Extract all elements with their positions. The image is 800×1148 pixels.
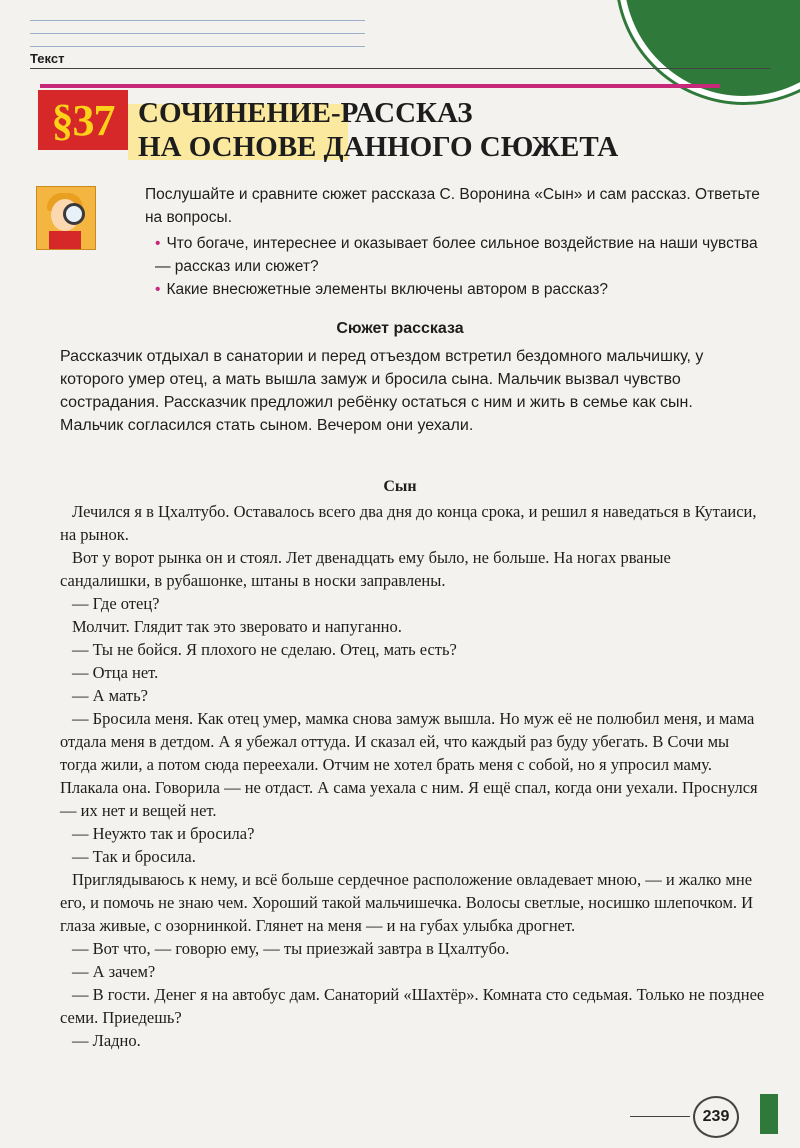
story-text xyxy=(60,500,765,1052)
header-lines xyxy=(30,20,365,59)
story-paragraph: — Бросила меня. Как отец умер, мамка снова замуж вышла. Но муж её не полюбил меня, и мама отдала меня в детдом. А я убежал оттуда. И сказал ей, что каждый раз буду убегать. В Сочи мы тогда жили, а потом сюда переехали. Отчим не хотел брать меня с собой, но я упросил маму. Плакала она. Говорила — не отдаст. А сама уехала с ним. Я ещё спал, когда они уехали. Проснулся — их нет и вещей нет. xyxy=(60,709,758,820)
story-paragraph: Лечился я в Цхалтубо. Оставалось всего два дня до конца срока, и решил я наведаться в Кутаиси, на рынок. xyxy=(60,502,757,544)
paragraph-number-box xyxy=(38,90,128,150)
story-paragraph: — Ладно. xyxy=(72,1031,141,1050)
bullet-icon: • xyxy=(155,281,161,298)
story-paragraph: — Где отец? xyxy=(72,594,160,613)
header-rule xyxy=(30,68,770,69)
question-1 xyxy=(155,232,770,278)
title-rule xyxy=(40,84,720,88)
question-text: Что богаче, интереснее и оказывает более сильное воздействие на наши чувства — рассказ или сюжет? xyxy=(155,235,758,275)
plot-text: Рассказчик отдыхал в санатории и перед отъездом встретил бездомного мальчишку, у которого умер отец, а мать вышла замуж и бросила сына. Мальчик вызвал чувство сострадания. Рассказчик предложил ребёнку остаться с ним и жить в семье как сын. Мальчик согласился стать сыном. Вечером они уехали. xyxy=(60,348,704,434)
page-number: 239 xyxy=(693,1096,739,1138)
story-paragraph: Вот у ворот рынка он и стоял. Лет двенадцать ему было, не больше. На ногах рваные сандалишки, в рубашонке, штаны в носки заправлены. xyxy=(60,548,671,590)
story-paragraph: — Отца нет. xyxy=(72,663,159,682)
title-line-2: НА ОСНОВЕ ДАННОГО СЮЖЕТА xyxy=(138,131,619,163)
question-text: Какие внесюжетные элементы включены автором в рассказ? xyxy=(166,281,608,298)
story-paragraph: Приглядываюсь к нему, и всё больше сердечное расположение овладевает мною, — и жалко мне его, и помочь не знаю чем. Хороший такой мальчишечка. Волосы светлые, носишко шлепочком. И глаза живые, с озорнинкой. Глянет на меня — и на губах улыбка дрогнет. xyxy=(60,870,754,935)
page-tab xyxy=(760,1094,778,1134)
bullet-icon: • xyxy=(155,235,161,252)
story-paragraph: — Ты не бойся. Я плохого не сделаю. Отец, мать есть? xyxy=(72,640,457,659)
plot-heading: Сюжет рассказа xyxy=(336,320,464,337)
page-title xyxy=(138,96,618,164)
story-paragraph: — Вот что, — говорю ему, — ты приезжай завтра в Цхалтубо. xyxy=(72,939,510,958)
story-paragraph: — В гости. Денег я на автобус дам. Санаторий «Шахтёр». Комната сто седьмая. Только не позднее семи. Приедешь? xyxy=(60,985,765,1027)
story-paragraph: — Неужто так и бросила? xyxy=(72,824,255,843)
story-paragraph: Молчит. Глядит так это зверовато и напуганно. xyxy=(72,617,402,636)
title-line-1: СОЧИНЕНИЕ-РАССКАЗ xyxy=(138,97,473,129)
listen-task-icon xyxy=(36,186,96,250)
section-label: Текст xyxy=(30,51,65,66)
task-intro: Послушайте и сравните сюжет рассказа С. Воронина «Сын» и сам рассказ. Ответьте на вопросы. xyxy=(145,186,760,226)
question-2 xyxy=(155,278,770,301)
story-heading: Сын xyxy=(383,478,417,495)
story-paragraph: — А мать? xyxy=(72,686,148,705)
footer-rule xyxy=(630,1116,690,1117)
story-paragraph: — Так и бросила. xyxy=(72,847,196,866)
story-paragraph: — А зачем? xyxy=(72,962,156,981)
paragraph-number: §37 xyxy=(51,95,115,145)
